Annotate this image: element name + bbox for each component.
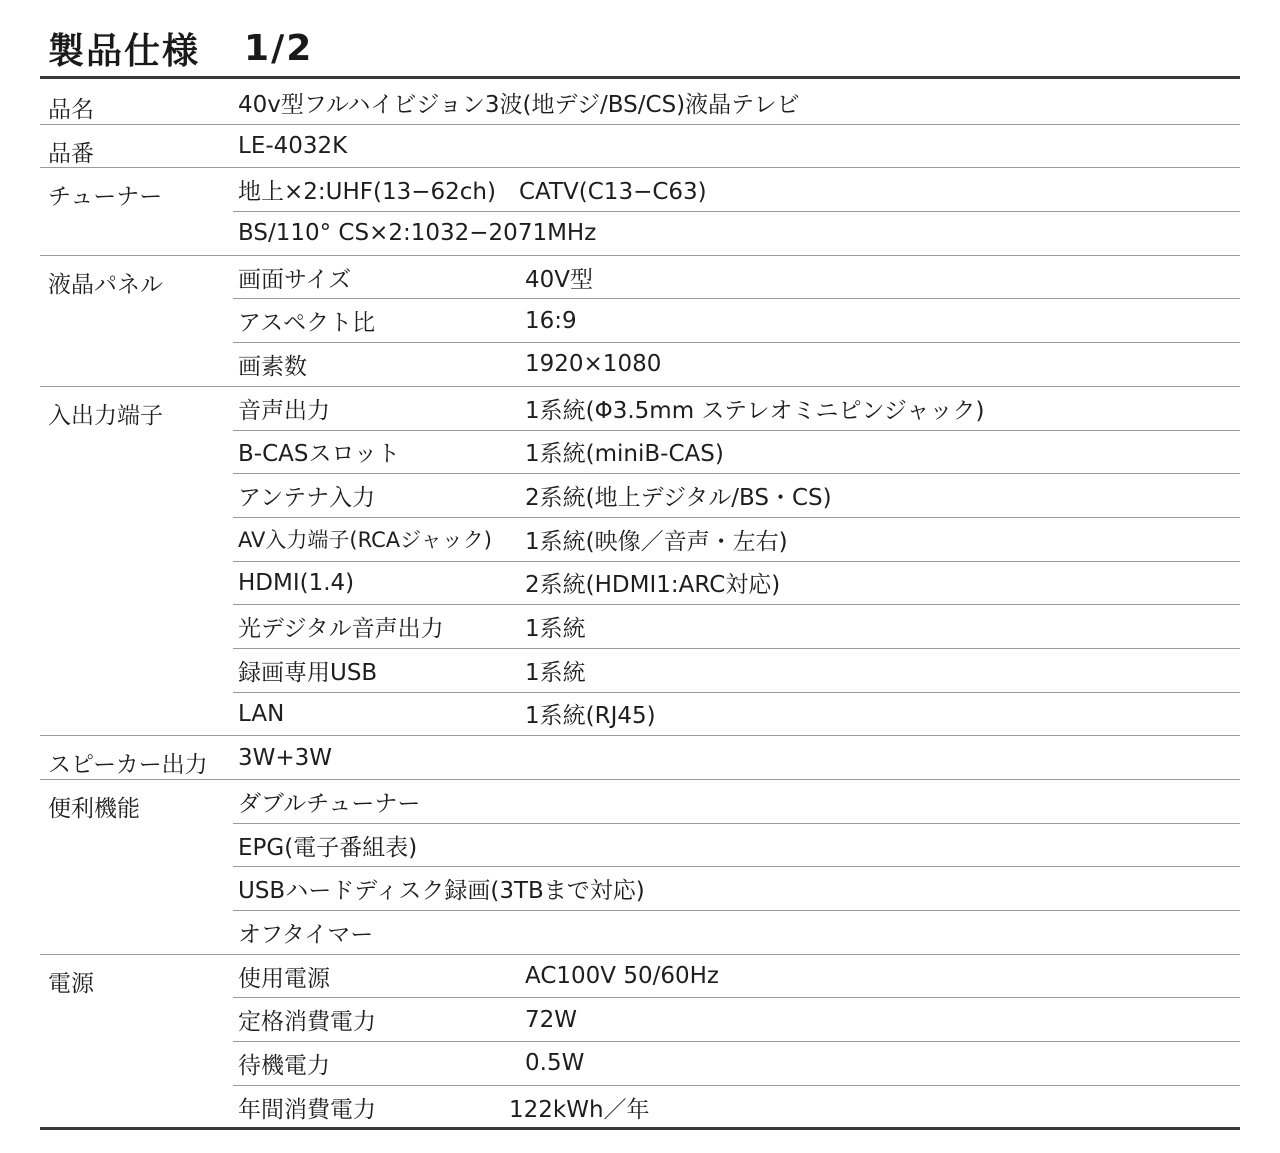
category-model: 品番 (40, 125, 233, 169)
power-row-value: 122kWh／年 (509, 1097, 650, 1124)
io-row-value: 1系統 (525, 605, 1240, 649)
spec-table (40, 81, 1240, 1130)
category-product-name: 品名 (40, 81, 233, 125)
product-name-value: 40v型フルハイビジョン3波(地デジ/BS/CS)液晶テレビ (233, 81, 1240, 125)
io-row-label: B-CASスロット (233, 431, 525, 475)
power-row-label: 年間消費電力 (238, 1097, 376, 1124)
tuner-terrestrial: 地上×2:UHF(13−62ch) CATV(C13−C63) (233, 168, 1240, 212)
io-row-label: 光デジタル音声出力 (233, 605, 525, 649)
panel-row-label: 画素数 (233, 343, 525, 387)
io-row-value: 1系統(miniB-CAS) (525, 431, 1240, 475)
top-rule (40, 76, 1240, 79)
io-row-value: 2系統(HDMI1:ARC対応) (525, 562, 1240, 606)
tuner-satellite: BS/110° CS×2:1032−2071MHz (233, 212, 1240, 256)
io-row-value: 2系統(地上デジタル/BS・CS) (525, 474, 1240, 518)
category-tuner: チューナー (40, 168, 233, 255)
panel-row-value: 40V型 (525, 256, 1240, 300)
category-features: 便利機能 (40, 780, 233, 955)
feature-item: オフタイマー (233, 911, 1240, 955)
power-row-value: 0.5W (525, 1042, 1240, 1086)
power-row-label: 使用電源 (233, 955, 525, 999)
category-speaker: スピーカー出力 (40, 736, 233, 780)
model-value: LE-4032K (233, 125, 1240, 169)
category-panel: 液晶パネル (40, 256, 233, 387)
io-row-label: 音声出力 (233, 387, 525, 431)
io-row-value: 1系統 (525, 649, 1240, 693)
panel-row-label: アスペクト比 (233, 299, 525, 343)
power-row-value: AC100V 50/60Hz (525, 955, 1240, 999)
category-power: 電源 (48, 970, 94, 997)
io-row-label: LAN (233, 693, 525, 737)
panel-row-label: 画面サイズ (233, 256, 525, 300)
io-row-label: AV入力端子(RCAジャック) (233, 518, 525, 562)
page-number: 1/2 (244, 27, 314, 69)
page-title (48, 22, 313, 74)
feature-item: EPG(電子番組表) (233, 824, 1240, 868)
power-row-label: 待機電力 (233, 1042, 525, 1086)
io-row-label: アンテナ入力 (233, 474, 525, 518)
panel-row-value: 16:9 (525, 299, 1240, 343)
io-row-value: 1系統(RJ45) (525, 693, 1240, 737)
title-text: 製品仕様 (48, 30, 201, 72)
bottom-rule (40, 1127, 1240, 1130)
io-row-value: 1系統(映像／音声・左右) (525, 518, 1240, 562)
feature-item: USBハードディスク録画(3TBまで対応) (233, 867, 1240, 911)
panel-row-value: 1920×1080 (525, 343, 1240, 387)
power-row-label: 定格消費電力 (233, 998, 525, 1042)
power-row-value: 72W (525, 998, 1240, 1042)
category-io: 入出力端子 (40, 387, 233, 737)
speaker-value: 3W+3W (233, 736, 1240, 780)
feature-item: ダブルチューナー (233, 780, 1240, 824)
io-row-label: HDMI(1.4) (233, 562, 525, 606)
io-row-label: 録画専用USB (233, 649, 525, 693)
io-row-value: 1系統(Φ3.5mm ステレオミニピンジャック) (525, 387, 1240, 431)
